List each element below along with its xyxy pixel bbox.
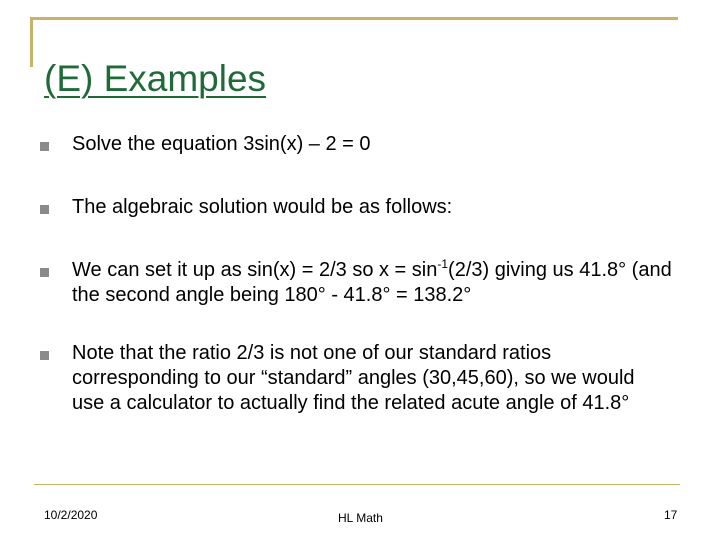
inverse-superscript: -1 [437, 257, 449, 271]
square-bullet-icon [40, 205, 49, 214]
bullet-text [72, 258, 672, 308]
footer-course-label: HL Math [338, 511, 383, 525]
slide-page-number: 17 [664, 508, 678, 522]
square-bullet-icon [40, 351, 49, 360]
footer-date: 10/2/2020 [44, 508, 98, 522]
bullet-text: Solve the equation 3sin(x) – 2 = 0 [72, 133, 371, 155]
bullet-text-after: (2/3) giving us 41.8° (and the second angle being 180° - 41.8° = 138.2° [72, 259, 672, 306]
bullet-text-before: We can set it up as sin(x) = 2/3 so x = sin [72, 259, 438, 281]
square-bullet-icon [40, 268, 49, 277]
footer-divider [34, 484, 680, 485]
bullet-text: Note that the ratio 2/3 is not one of our standard ratios corresponding to our “standard” angles (30,45,60), so we would use a calculator to actually find the related acute angle of 41.8° [72, 342, 635, 414]
slide-title: (E) Examples [44, 58, 267, 99]
frame-top-line [30, 17, 678, 20]
square-bullet-icon [40, 142, 49, 151]
bullet-text: The algebraic solution would be as follows: [72, 196, 453, 218]
frame-left-line [30, 17, 33, 67]
